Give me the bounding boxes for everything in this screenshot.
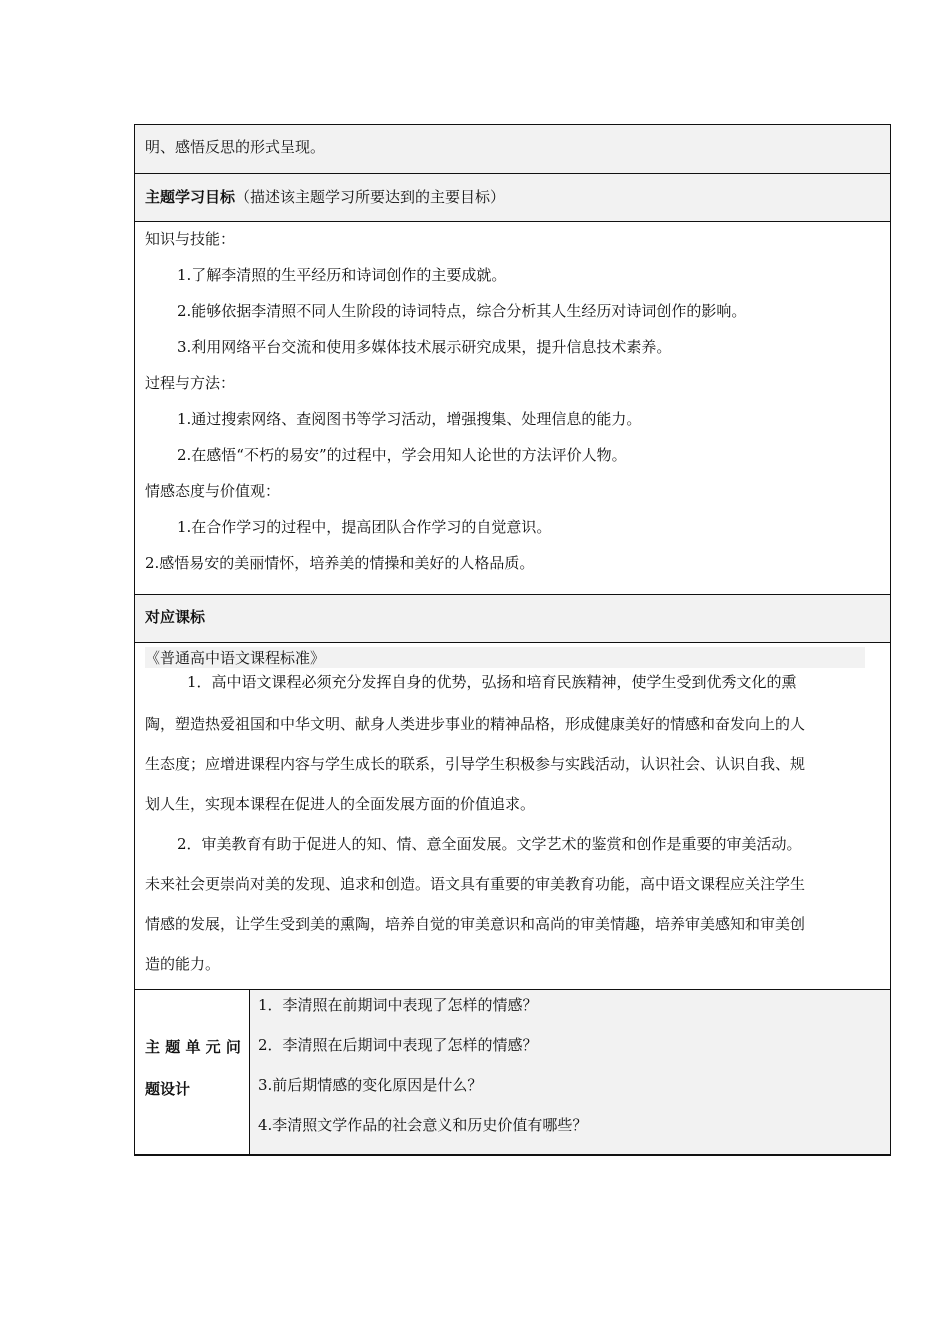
standards-p1-line: 1．高中语文课程必须充分发挥自身的优势，弘扬和培育民族精神，使学生受到优秀文化的熏 (187, 673, 797, 691)
standards-p1-line: 陶，塑造热爱祖国和中华文明、献身人类进步事业的精神品格，形成健康美好的情感和奋发向上的人 (145, 715, 806, 733)
goals-heading-note: （描述该主题学习所要达到的主要目标） (235, 188, 506, 206)
standards-source: 《普通高中语文课程标准》 (145, 647, 865, 668)
questions-row (135, 990, 890, 1154)
standards-p2-line: 造的能力。 (145, 955, 221, 973)
knowledge-item: 3.利用网络平台交流和使用多媒体技术展示研究成果，提升信息技术素养。 (177, 338, 672, 356)
standards-content-row (135, 643, 890, 990)
process-title: 过程与方法： (145, 374, 236, 392)
standards-p1-line: 划人生，实现本课程在促进人的全面发展方面的价值追求。 (145, 795, 536, 813)
questions-label-cell (135, 990, 250, 1154)
standards-heading: 对应课标 (145, 608, 206, 626)
continued-text: 明、感悟反思的形式呈现。 (145, 138, 326, 156)
process-item: 2.在感悟“不朽的易安”的过程中，学会用知人论世的方法评价人物。 (177, 446, 627, 464)
intro-row (135, 125, 890, 174)
goals-heading: 主题学习目标 (145, 188, 236, 206)
attitude-item: 1.在合作学习的过程中，提高团队合作学习的自觉意识。 (177, 518, 552, 536)
standards-p2-line: 未来社会更崇尚对美的发现、追求和创造。语文具有重要的审美教育功能，高中语文课程应关注学生 (145, 875, 806, 893)
attitude-title: 情感态度与价值观： (145, 482, 281, 500)
standards-p2-line: 2．审美教育有助于促进人的知、情、意全面发展。文学艺术的鉴赏和创作是重要的审美活动。 (177, 835, 802, 853)
question-item: 4.李清照文学作品的社会意义和历史价值有哪些？ (258, 1116, 588, 1134)
question-item: 2．李清照在后期词中表现了怎样的情感？ (258, 1036, 538, 1054)
knowledge-item: 1.了解李清照的生平经历和诗词创作的主要成就。 (177, 266, 507, 284)
lesson-plan-table (134, 124, 891, 1156)
question-item: 1．李清照在前期词中表现了怎样的情感？ (258, 996, 538, 1014)
standards-p1-line: 生态度；应增进课程内容与学生成长的联系，引导学生积极参与实践活动，认识社会、认识自我、规 (145, 755, 806, 773)
knowledge-item: 2.能够依据李清照不同人生阶段的诗词特点，综合分析其人生经历对诗词创作的影响。 (177, 302, 747, 320)
standards-p2-line: 情感的发展，让学生受到美的熏陶，培养自觉的审美意识和高尚的审美情趣，培养审美感知和审美创 (145, 915, 806, 933)
questions-label-line: 主 题 单 元 问 (145, 1038, 241, 1056)
goals-content-row (135, 222, 890, 595)
questions-label-line: 题设计 (145, 1080, 191, 1098)
goals-heading-row (135, 174, 890, 222)
process-item: 1.通过搜索网络、查阅图书等学习活动，增强搜集、处理信息的能力。 (177, 410, 642, 428)
knowledge-title: 知识与技能： (145, 230, 236, 248)
question-item: 3.前后期情感的变化原因是什么？ (258, 1076, 483, 1094)
questions-list-cell (250, 990, 890, 1154)
standards-heading-row (135, 595, 890, 643)
attitude-item: 2.感悟易安的美丽情怀，培养美的情操和美好的人格品质。 (145, 554, 535, 572)
